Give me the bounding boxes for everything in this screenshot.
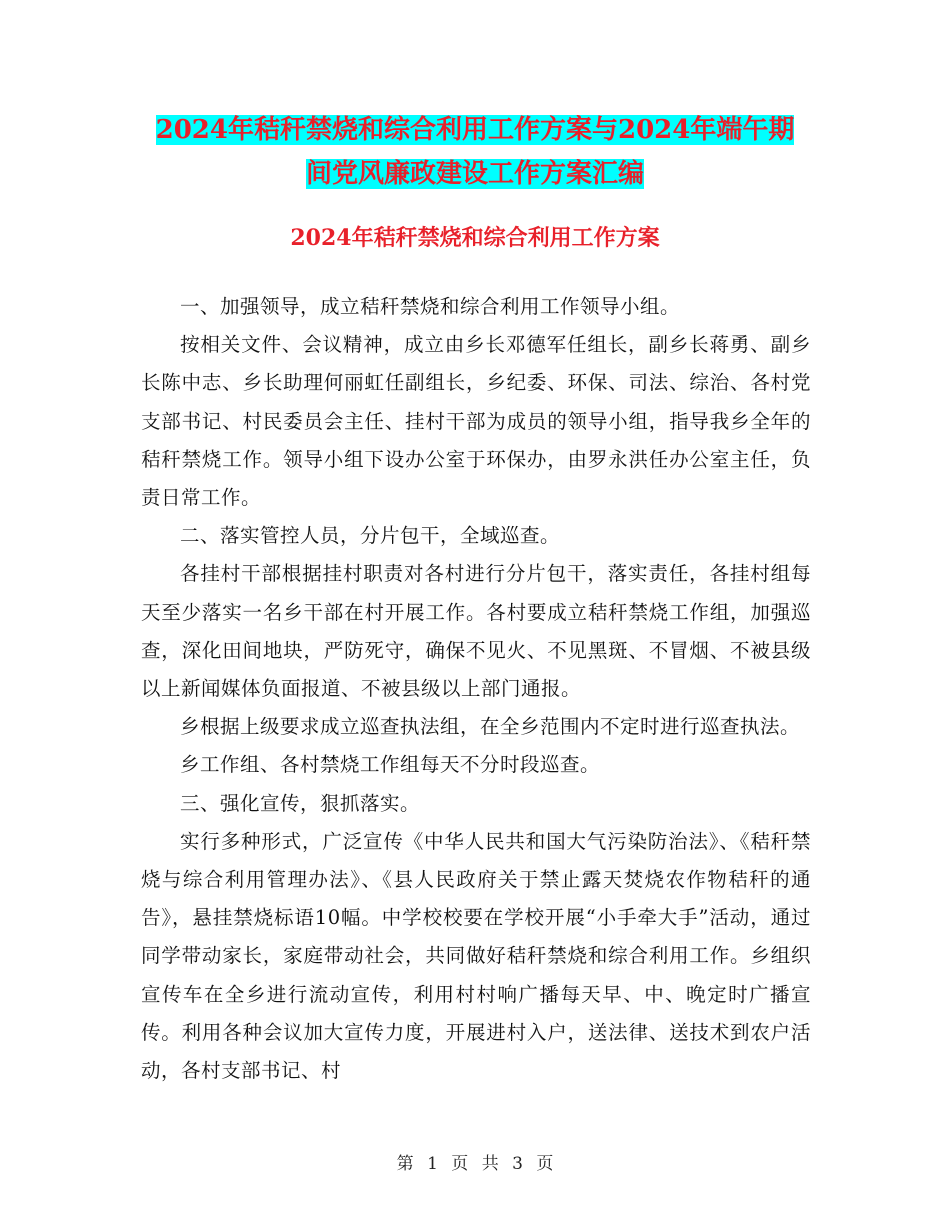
paragraph: 各挂村干部根据挂村职责对各村进行分片包干，落实责任，各挂村组每天至少落实一名乡干部在村开展工作。各村要成立秸秆禁烧工作组，加强巡查，深化田间地块，严防死守，确保不见火、不见黑斑、不冒烟、不被县级以上新闻媒体负面报道、不被县级以上部门通报。 [141,562,811,701]
paragraph-heading-2: 二、落实管控人员，分片包干，全域巡查。 [180,524,561,548]
paragraph: 实行多种形式，广泛宣传《中华人民共和国大气污染防治法》、《秸秆禁烧与综合利用管理办法》、《县人民政府关于禁止露天焚烧农作物秸秆的通告》，悬挂禁烧标语10幅。中学校校要在学校开展“小手牵大手”活动，通过同学带动家长，家庭带动社会，共同做好秸秆禁烧和综合利用工作。乡组织宣传车在全乡进行流动宣传，利用村村响广播每天早、中、晚定时广播宣传。利用各种会议加大宣传力度，开展进村入户，送法律、送技术到农户活动，各村支部书记、村 [141,829,811,1083]
document-title-text-1: 2024年秸秆禁烧和综合利用工作方案与2024年端午期 [155,115,795,145]
paragraph: 按相关文件、会议精神，成立由乡长邓德军任组长，副乡长蒋勇、副乡长陈中志、乡长助理何丽虹任副组长，乡纪委、环保、司法、综治、各村党支部书记、村民委员会主任、挂村干部为成员的领导小组，指导我乡全年的秸秆禁烧工作。领导小组下设办公室于环保办，由罗永洪任办公室主任，负责日常工作。 [141,333,811,510]
document-body [141,288,811,1090]
document-title-text-2: 间党风廉政建设工作方案汇编 [305,159,644,189]
paragraph: 乡根据上级要求成立巡查执法组，在全乡范围内不定时进行巡查执法。 [180,715,801,739]
document-title-line-2 [0,150,950,198]
paragraph: 乡工作组、各村禁烧工作组每天不分时段巡查。 [180,753,601,777]
paragraph-heading-1: 一、加强领导，成立秸秆禁烧和综合利用工作领导小组。 [180,295,681,318]
document-title-line-1 [0,106,950,154]
paragraph-heading-3: 三、强化宣传，狠抓落实。 [180,791,421,815]
page-footer: 第 1 页 共 3 页 [396,1154,554,1174]
section-title: 2024年秸秆禁烧和综合利用工作方案 [290,225,660,251]
